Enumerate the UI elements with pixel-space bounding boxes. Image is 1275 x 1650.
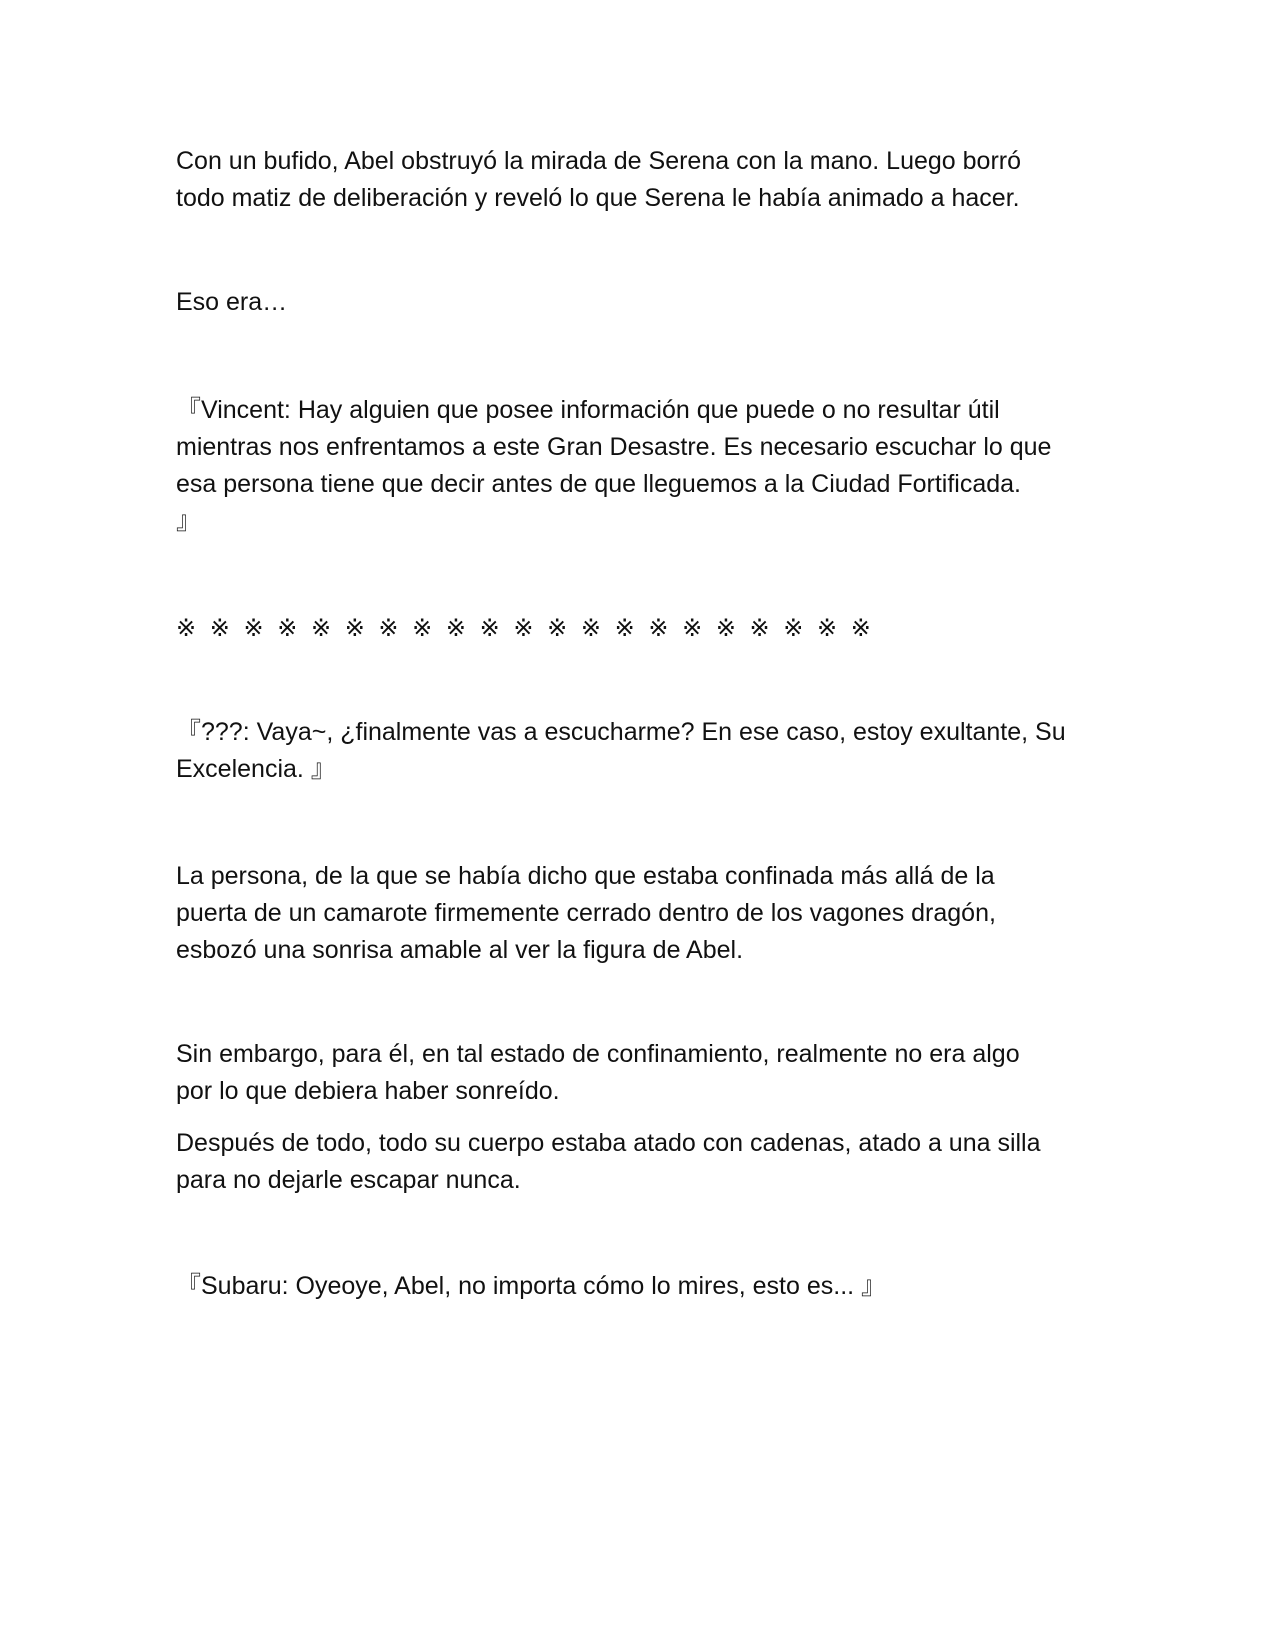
text-line: 『Subaru: Oyeoye, Abel, no importa cómo lo mires, esto es... 』 [176, 1272, 887, 1300]
text-line: esa persona tiene que decir antes de que lleguemos a la Ciudad Fortificada. [176, 470, 1021, 498]
text-line: por lo que debiera haber sonreído. [176, 1077, 560, 1105]
text-line: mientras nos enfrentamos a este Gran Desastre. Es necesario escuchar lo que [176, 433, 1052, 461]
dialogue-subaru [176, 1268, 1096, 1305]
separator-marks: ※ ※ ※ ※ ※ ※ ※ ※ ※ ※ ※ ※ ※ ※ ※ ※ ※ ※ ※ ※ ※ [176, 614, 874, 642]
paragraph-confined-person [176, 858, 1096, 969]
text-line: Eso era… [176, 288, 288, 316]
paragraph-abel-blocks-gaze [176, 143, 1096, 217]
text-line: Sin embargo, para él, en tal estado de confinamiento, realmente no era algo [176, 1040, 1020, 1068]
text-line: puerta de un camarote firmemente cerrado dentro de los vagones dragón, [176, 899, 996, 927]
text-line: Después de todo, todo su cuerpo estaba atado con cadenas, atado a una silla [176, 1129, 1041, 1157]
text-line: 』 [176, 507, 202, 535]
dialogue-vincent [176, 392, 1096, 540]
text-line: Con un bufido, Abel obstruyó la mirada de Serena con la mano. Luego borró [176, 147, 1021, 175]
text-line: 『Vincent: Hay alguien que posee información que puede o no resultar útil [176, 396, 1000, 424]
text-line: todo matiz de deliberación y reveló lo que Serena le había animado a hacer. [176, 184, 1020, 212]
paragraph-despues-de-todo [176, 1125, 1096, 1199]
text-line: esbozó una sonrisa amable al ver la figura de Abel. [176, 936, 744, 964]
text-line: Excelencia. 』 [176, 755, 336, 783]
scene-separator [176, 610, 1096, 647]
paragraph-sin-embargo [176, 1036, 1096, 1110]
text-line: para no dejarle escapar nunca. [176, 1166, 521, 1194]
dialogue-unknown [176, 714, 1096, 788]
text-line: 『???: Vaya~, ¿finalmente vas a escucharme? En ese caso, estoy exultante, Su [176, 718, 1066, 746]
text-line: La persona, de la que se había dicho que estaba confinada más allá de la [176, 862, 995, 890]
paragraph-eso-era [176, 284, 1096, 321]
